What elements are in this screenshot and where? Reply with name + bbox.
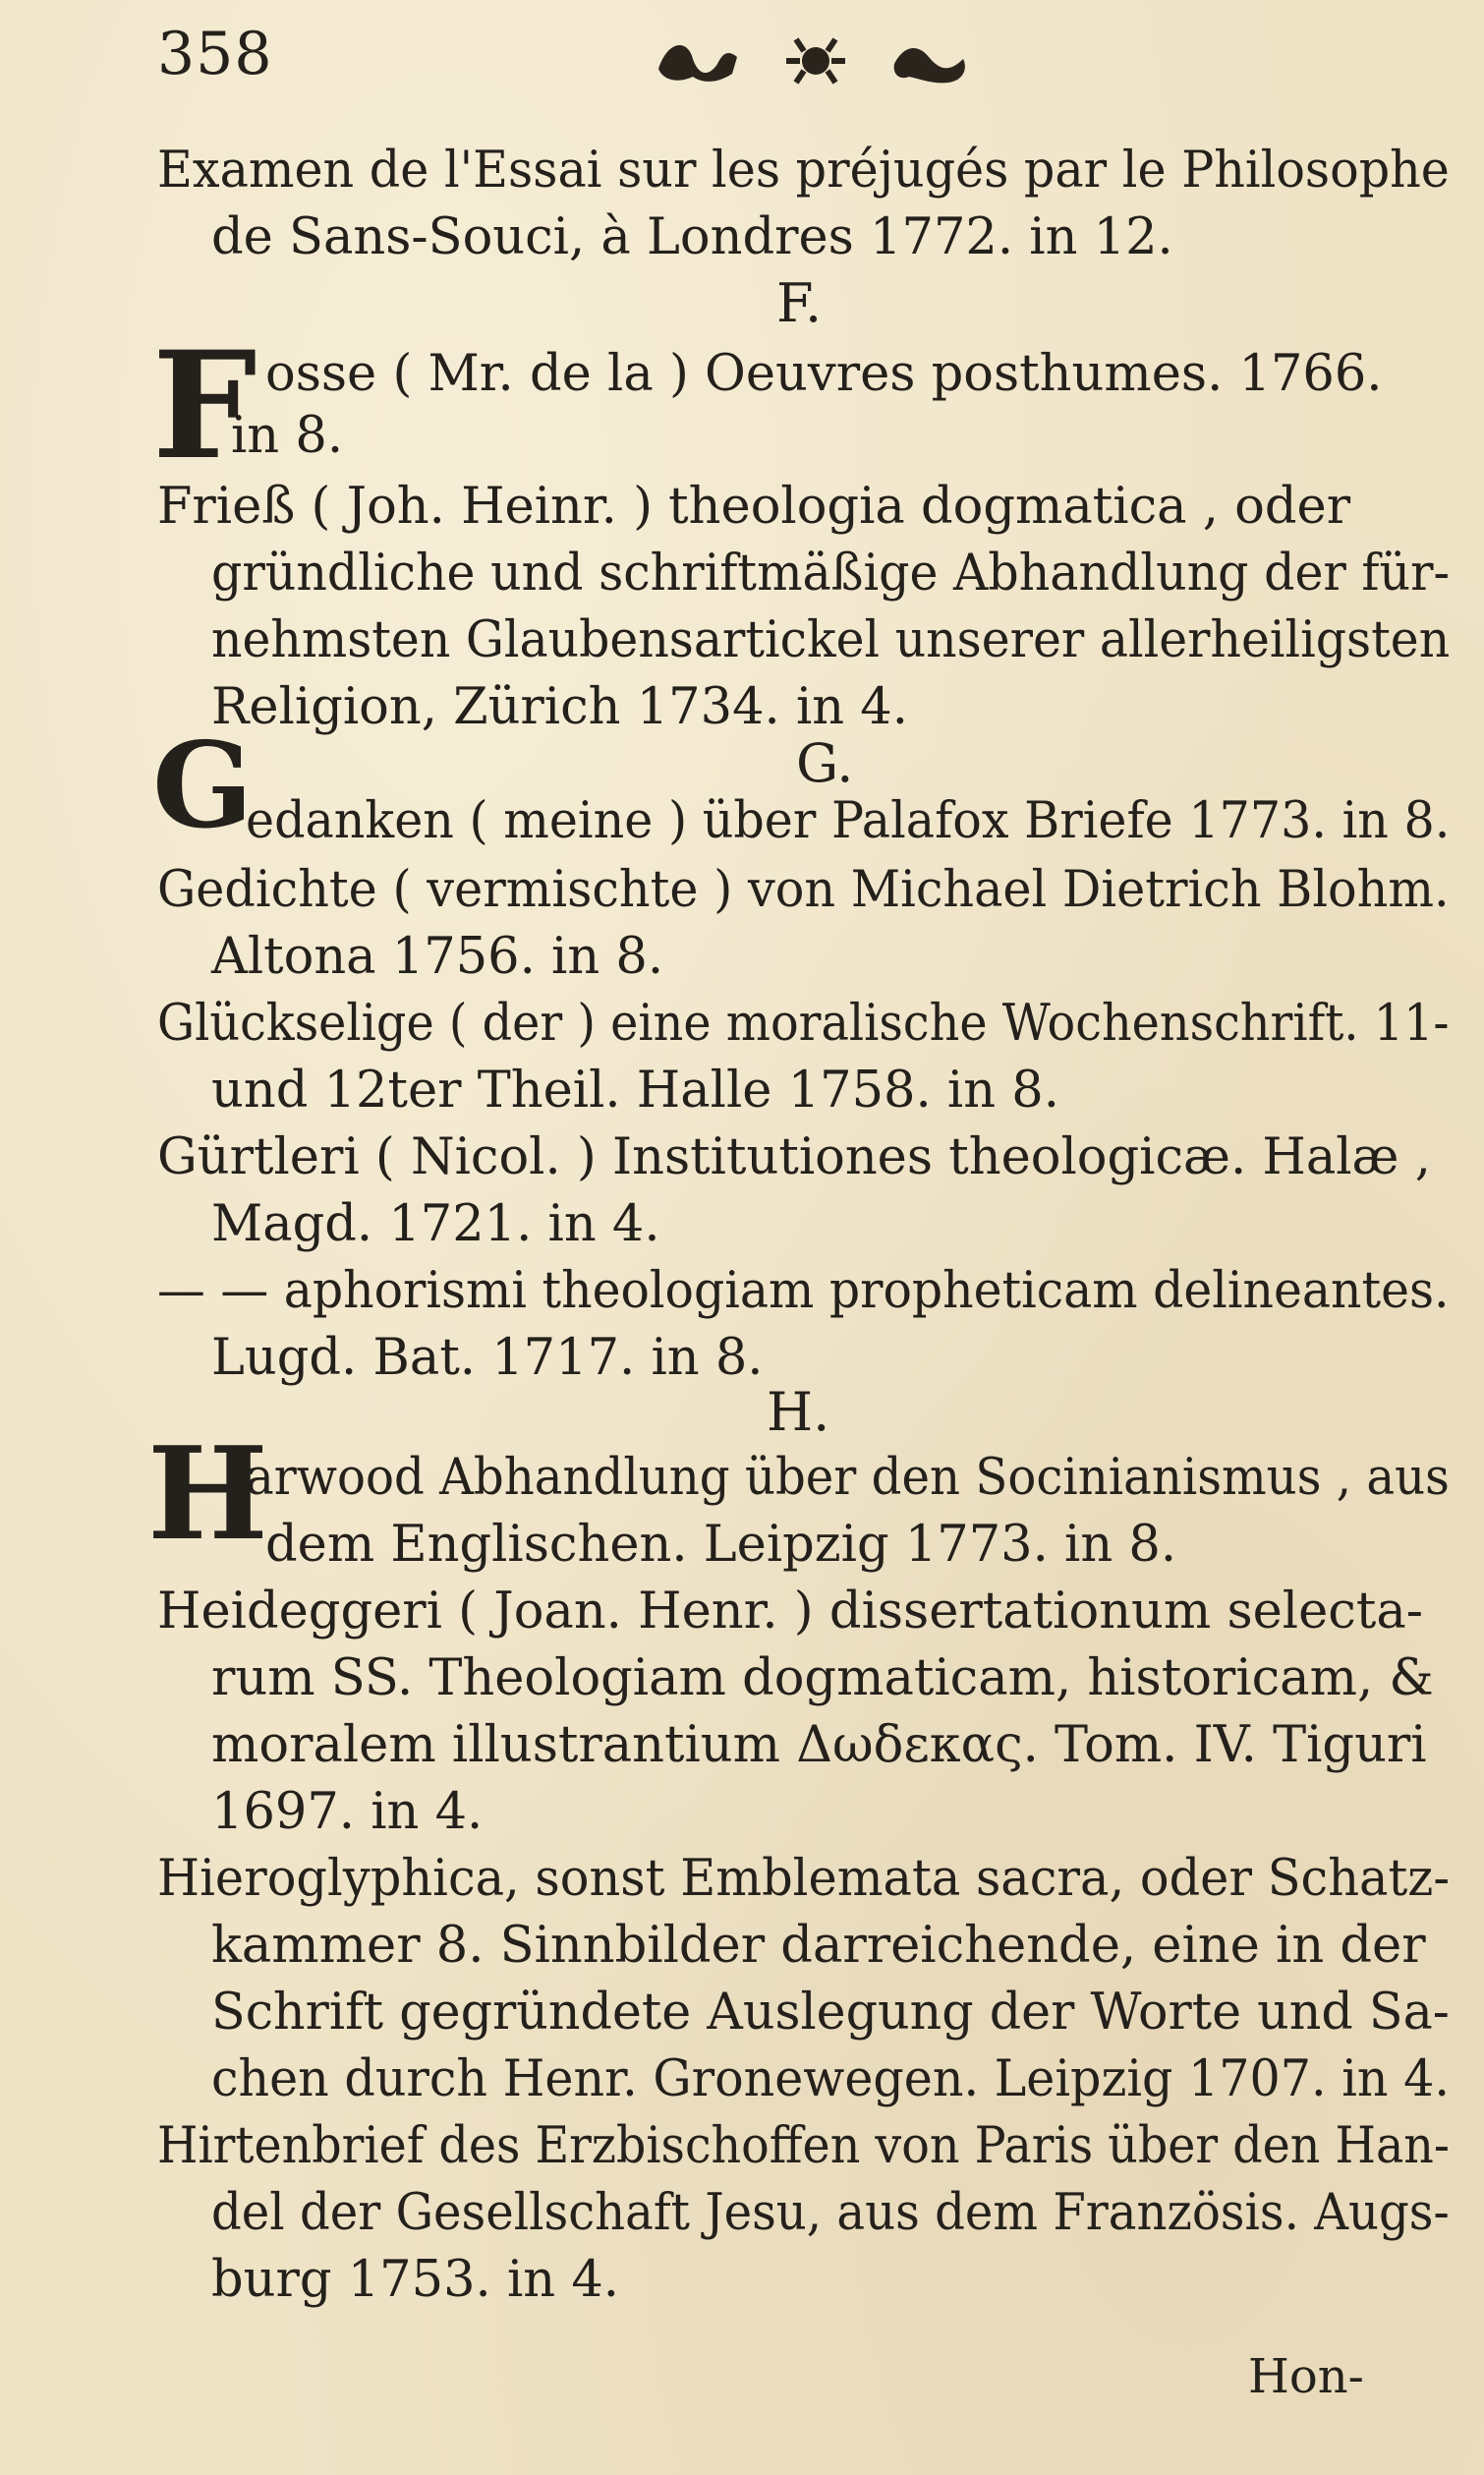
entry-line: burg 1753. in 4. bbox=[211, 2251, 619, 2309]
entry-line: Gürtleri ( Nicol. ) Institutiones theologicæ. Halæ , bbox=[157, 1128, 1431, 1186]
entry-line: arwood Abhandlung über den Socinianismus , aus bbox=[246, 1449, 1450, 1507]
section-letter-h: H. bbox=[767, 1381, 830, 1443]
entry-line: gründliche und schriftmäßige Abhandlung der für- bbox=[211, 545, 1451, 603]
initial-letter-f: F bbox=[152, 319, 257, 492]
entry-line: Heideggeri ( Joan. Henr. ) dissertationum selecta- bbox=[157, 1583, 1423, 1640]
catchword: Hon- bbox=[1248, 2349, 1364, 2404]
entry-line: de Sans-Souci, à Londres 1772. in 12. bbox=[211, 208, 1173, 266]
entry-line: kammer 8. Sinnbilder darreichende, eine in der bbox=[211, 1917, 1426, 1975]
entry-line: osse ( Mr. de la ) Oeuvres posthumes. 1766. bbox=[265, 345, 1383, 403]
entry-line: Hieroglyphica, sonst Emblemata sacra, oder Schatz- bbox=[157, 1850, 1451, 1908]
entry-line: Glückselige ( der ) eine moralische Wochenschrift. 11- bbox=[157, 995, 1450, 1053]
entry-line: Hirtenbrief des Erzbischoffen von Paris über den Han- bbox=[157, 2117, 1450, 2175]
entry-line: Schrift gegründete Auslegung der Worte und Sa- bbox=[211, 1984, 1450, 2042]
entry-line: moralem illustrantium Δωδεκας. Tom. IV. Tiguri bbox=[211, 1716, 1427, 1774]
entry-line: edanken ( meine ) über Palafox Briefe 1773. in 8. bbox=[246, 792, 1451, 850]
floral-ornament-icon bbox=[649, 29, 983, 88]
entry-line: Magd. 1721. in 4. bbox=[211, 1195, 660, 1253]
entry-line: rum SS. Theologiam dogmaticam, historicam, & bbox=[211, 1649, 1434, 1707]
section-letter-f: F. bbox=[776, 272, 823, 334]
entry-line: nehmsten Glaubensartickel unserer allerheiligsten bbox=[211, 611, 1451, 669]
entry-line: in 8. bbox=[231, 407, 344, 465]
entry-line: dem Englischen. Leipzig 1773. in 8. bbox=[265, 1516, 1177, 1574]
section-letter-g: G. bbox=[796, 732, 854, 794]
entry-line: und 12ter Theil. Halle 1758. in 8. bbox=[211, 1062, 1059, 1120]
entry-line: Religion, Zürich 1734. in 4. bbox=[211, 678, 908, 736]
entry-line: chen durch Henr. Gronewegen. Leipzig 1707. in 4. bbox=[211, 2050, 1450, 2108]
page-header bbox=[157, 20, 1435, 98]
page-number: 358 bbox=[157, 20, 273, 88]
entry-line: del der Gesellschaft Jesu, aus dem Französis. Augs- bbox=[211, 2184, 1450, 2242]
entry-line: Examen de l'Essai sur les préjugés par le Philosophe bbox=[157, 142, 1450, 200]
initial-letter-h: H bbox=[147, 1418, 268, 1569]
entry-line: Lugd. Bat. 1717. in 8. bbox=[211, 1329, 764, 1387]
entry-line: 1697. in 4. bbox=[211, 1783, 484, 1841]
initial-letter-g: G bbox=[152, 717, 254, 855]
entry-line: Gedichte ( vermischte ) von Michael Dietrich Blohm. bbox=[157, 861, 1450, 919]
entry-line: — — aphorismi theologiam propheticam delineantes. bbox=[157, 1262, 1450, 1320]
entry-line: Altona 1756. in 8. bbox=[211, 928, 664, 986]
entry-line: Frieß ( Joh. Heinr. ) theologia dogmatica , oder bbox=[157, 478, 1351, 536]
